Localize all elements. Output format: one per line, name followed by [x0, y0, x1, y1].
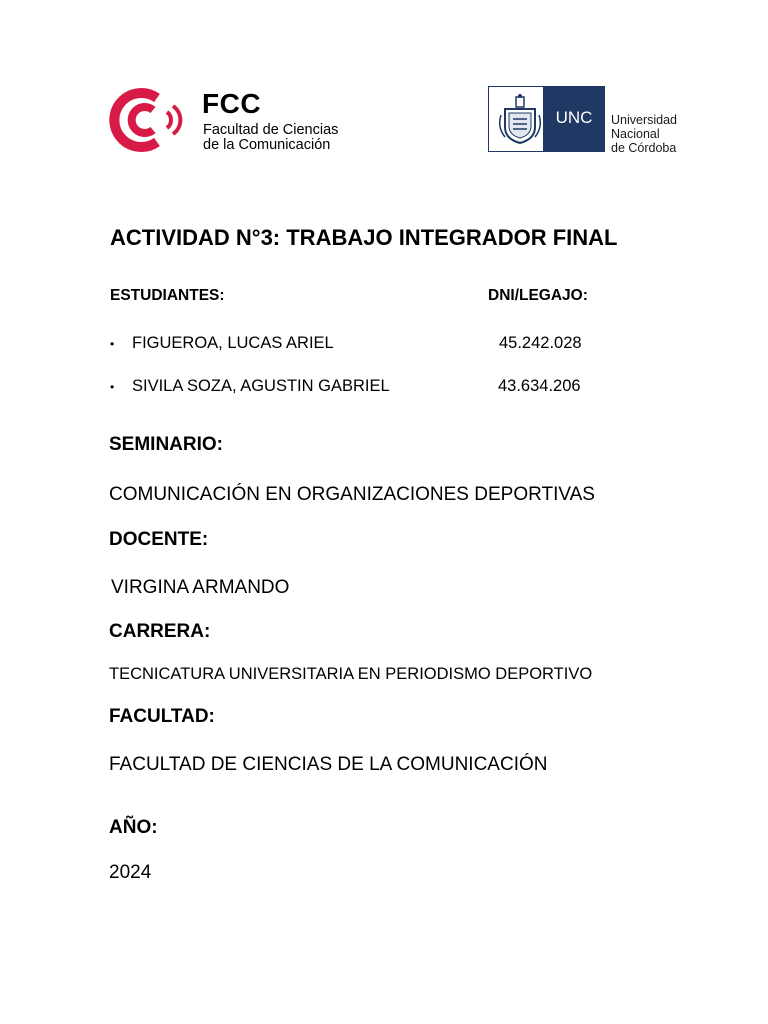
unc-name-line3: de Córdoba [611, 141, 677, 155]
fcc-acronym: FCC [202, 88, 262, 119]
facultad-value: FACULTAD DE CIENCIAS DE LA COMUNICACIÓN [109, 754, 548, 775]
list-item [110, 334, 630, 356]
students-header: ESTUDIANTES: [110, 287, 225, 304]
bullet-icon: • [110, 337, 115, 351]
student-id: 45.242.028 [499, 334, 582, 352]
unc-logo [488, 86, 678, 154]
facultad-label: FACULTAD: [109, 706, 215, 727]
unc-acronym: UNC [543, 86, 605, 152]
bullet-icon: • [110, 380, 115, 394]
carrera-label: CARRERA: [109, 621, 211, 642]
unc-name-line2: Nacional [611, 127, 660, 141]
unc-seal-icon [495, 93, 545, 147]
seminario-value: COMUNICACIÓN EN ORGANIZACIONES DEPORTIVAS [109, 484, 595, 505]
docente-label: DOCENTE: [109, 529, 209, 550]
student-name: SIVILA SOZA, AGUSTIN GABRIEL [132, 377, 390, 395]
list-item [110, 377, 630, 399]
unc-name-line1: Universidad [611, 113, 678, 127]
fcc-name-line1: Facultad de Ciencias [203, 122, 339, 138]
anio-value: 2024 [109, 862, 152, 883]
seminario-label: SEMINARIO: [109, 434, 223, 455]
carrera-value: TECNICATURA UNIVERSITARIA EN PERIODISMO DEPORTIVO [109, 665, 593, 683]
document-title: ACTIVIDAD N°3: TRABAJO INTEGRADOR FINAL [110, 225, 618, 250]
fcc-logo [107, 86, 337, 158]
fcc-emblem-icon [107, 86, 183, 154]
dni-header: DNI/LEGAJO: [488, 287, 588, 304]
student-name: FIGUEROA, LUCAS ARIEL [132, 334, 334, 352]
student-id: 43.634.206 [498, 377, 581, 395]
docente-value: VIRGINA ARMANDO [111, 577, 290, 598]
fcc-name-line2: de la Comunicación [203, 137, 331, 153]
anio-label: AÑO: [109, 817, 158, 838]
